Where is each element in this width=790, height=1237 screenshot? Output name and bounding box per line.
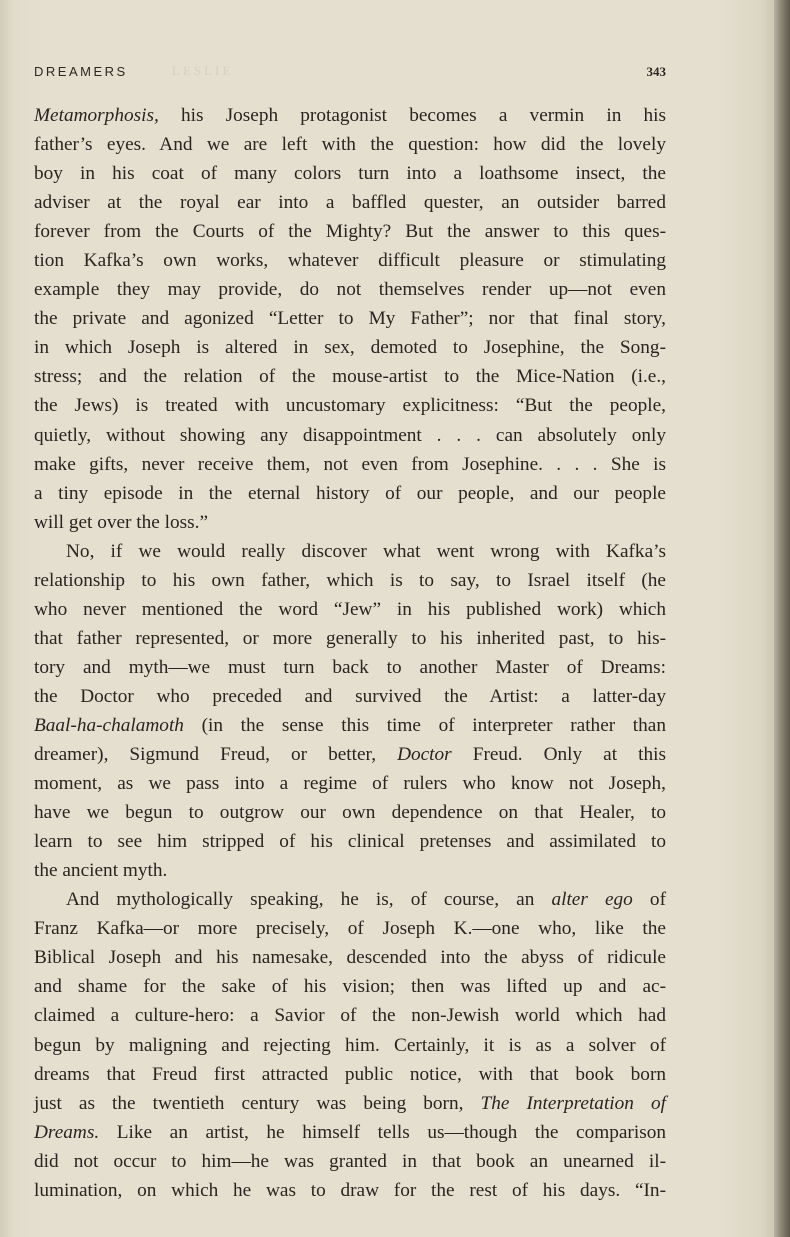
text-line [34, 1118, 666, 1147]
italic-fragment: The Interpretation of [480, 1092, 666, 1114]
text-line [34, 1031, 666, 1060]
text-fragment: just as the twentieth century was being born, [34, 1092, 481, 1114]
text-fragment: Biblical Joseph and his namesake, descended into the abyss of ridicule [34, 947, 666, 969]
text-fragment: of [632, 889, 666, 911]
text-fragment: the private and agonized “Letter to My Father”; nor that final story, [34, 308, 666, 330]
text-fragment: dreamer), Sigmund Freud, or better, [34, 744, 398, 766]
text-fragment: moment, as we pass into a regime of rulers who know not Joseph, [34, 773, 666, 795]
text-line [34, 566, 666, 595]
text-fragment: No, if we would really discover what went wrong with Kafka’s [66, 540, 666, 562]
text-fragment: will get over the loss.” [34, 511, 209, 533]
text-line [34, 653, 666, 682]
text-line [34, 1060, 666, 1089]
text-fragment: Freud. Only at this [451, 744, 666, 766]
text-line [34, 421, 666, 450]
italic-fragment: Baal-ha-chalamoth [34, 714, 184, 736]
text-line [34, 188, 666, 217]
text-line [34, 304, 666, 333]
text-line [34, 972, 666, 1001]
text-fragment: his Joseph protagonist becomes a vermin in his [158, 105, 666, 126]
text-fragment: boy in his coat of many colors turn into a loathsome insect, the [34, 163, 666, 185]
text-fragment: quietly, without showing any disappointment . . . can absolutely only [34, 424, 666, 446]
text-line [34, 1176, 666, 1205]
text-line [34, 130, 666, 159]
text-fragment: claimed a culture-hero: a Savior of the non-Jewish world which had [34, 1005, 666, 1027]
text-fragment: forever from the Courts of the Mighty? But the answer to this ques- [34, 221, 666, 243]
text-fragment: have we begun to outgrow our own dependence on that Healer, to [34, 802, 666, 824]
text-line [34, 101, 666, 130]
text-line [34, 595, 666, 624]
text-line [34, 885, 666, 914]
text-fragment: did not occur to him—he was granted in that book an unearned il- [34, 1150, 666, 1172]
text-line [34, 217, 666, 246]
text-fragment: and shame for the sake of his vision; then was lifted up and ac- [34, 976, 666, 998]
text-line [34, 159, 666, 188]
text-fragment: the Doctor who preceded and survived the Artist: a latter-day [34, 685, 666, 707]
text-line [34, 391, 666, 420]
text-line [34, 798, 666, 827]
text-line [34, 856, 666, 885]
text-fragment: dreams that Freud first attracted public notice, with that book born [34, 1063, 666, 1085]
text-line [34, 1147, 666, 1176]
book-gutter-shadow [774, 0, 790, 1237]
text-fragment: example they may provide, do not themselves render up—not even [34, 279, 666, 301]
text-line [34, 450, 666, 479]
text-fragment: tory and myth—we must turn back to another Master of Dreams: [34, 656, 666, 678]
text-fragment: who never mentioned the word “Jew” in his published work) which [34, 598, 666, 620]
italic-fragment: Metamorphosis, [34, 105, 159, 126]
italic-fragment: Doctor [397, 744, 452, 766]
text-fragment: a tiny episode in the eternal history of our people, and our people [34, 482, 666, 504]
text-line [34, 914, 666, 943]
text-fragment: make gifts, never receive them, not even from Josephine. . . . She is [34, 453, 666, 475]
text-fragment: Franz Kafka—or more precisely, of Joseph K.—one who, like the [34, 918, 666, 940]
text-line [34, 943, 666, 972]
text-line [34, 537, 666, 566]
italic-fragment: alter ego [551, 889, 633, 911]
text-line [34, 827, 666, 856]
text-line [34, 711, 666, 740]
text-fragment: learn to see him stripped of his clinical pretenses and assimilated to [34, 831, 666, 853]
text-fragment: (in the sense this time of interpreter rather than [183, 714, 666, 736]
text-line [34, 508, 666, 537]
text-fragment: begun by maligning and rejecting him. Certainly, it is as a solver of [34, 1034, 666, 1056]
text-fragment: lumination, on which he was to draw for the rest of his days. “In- [34, 1179, 666, 1201]
text-fragment: adviser at the royal ear into a baffled quester, an outsider barred [34, 192, 666, 214]
text-fragment: Like an artist, he himself tells us—though the comparison [99, 1121, 666, 1143]
text-fragment: the ancient myth. [34, 860, 168, 882]
italic-fragment: Dreams. [34, 1121, 100, 1143]
text-line [34, 275, 666, 304]
text-line [34, 479, 666, 508]
running-head: DREAMERS [34, 64, 128, 79]
text-fragment: stress; and the relation of the mouse-artist to the Mice-Nation (i.e., [34, 366, 666, 388]
text-line [34, 1089, 666, 1118]
text-fragment: And mythologically speaking, he is, of course, an [66, 889, 552, 911]
text-line [34, 740, 666, 769]
text-fragment: the Jews) is treated with uncustomary explicitness: “But the people, [34, 395, 666, 417]
text-fragment: relationship to his own father, which is to say, to Israel itself (he [34, 569, 666, 591]
bleed-through-text: LESLIE [172, 63, 234, 78]
text-line [34, 1001, 666, 1030]
text-line [34, 682, 666, 711]
text-line [34, 362, 666, 391]
page-header [34, 64, 666, 82]
text-line [34, 769, 666, 798]
text-line [34, 624, 666, 653]
text-fragment: in which Joseph is altered in sex, demoted to Josephine, the Song- [34, 337, 666, 359]
text-line [34, 246, 666, 275]
page-number: 343 [646, 64, 666, 79]
text-fragment: that father represented, or more generally to his inherited past, to his- [34, 627, 666, 649]
text-fragment: father’s eyes. And we are left with the question: how did the lovely [34, 134, 666, 156]
body-text [34, 101, 666, 1205]
text-fragment: tion Kafka’s own works, whatever difficult pleasure or stimulating [34, 250, 666, 272]
text-line [34, 333, 666, 362]
